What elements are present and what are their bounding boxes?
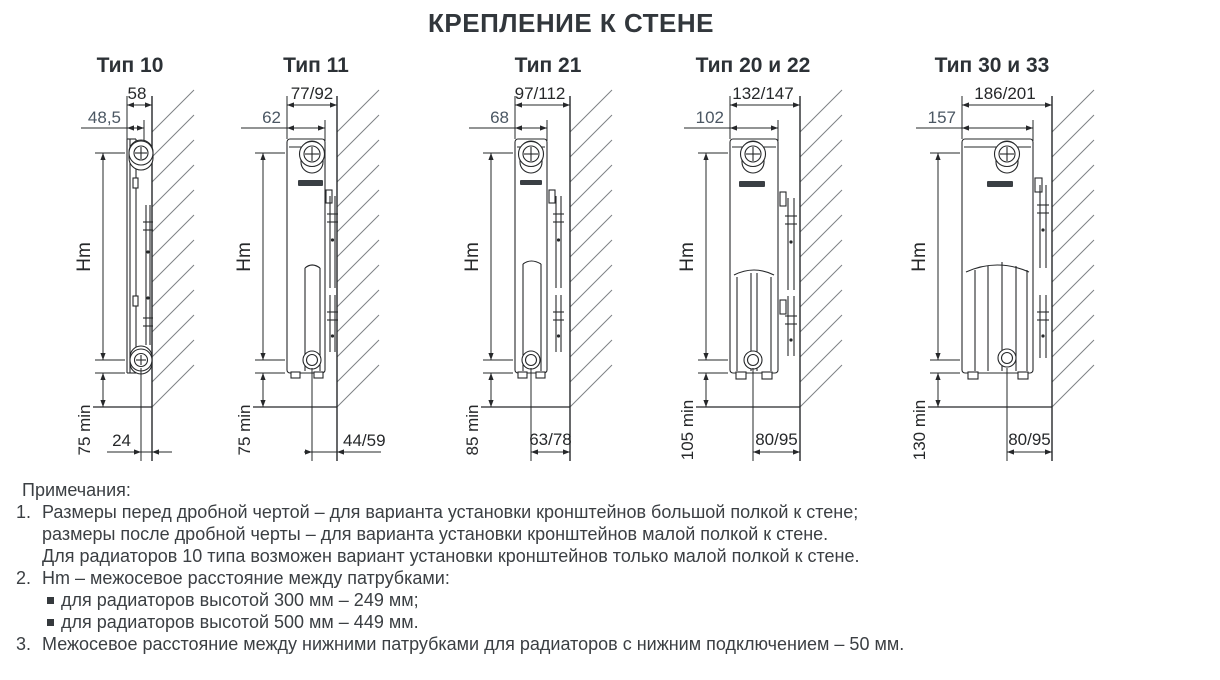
radiator-part bbox=[780, 300, 786, 314]
dimension-arrow-icon bbox=[287, 125, 294, 130]
notes-heading: Примечания: bbox=[22, 480, 131, 500]
dimension-arrow-icon bbox=[793, 102, 800, 107]
dimension-arrow-icon bbox=[260, 353, 265, 360]
radiator-part bbox=[287, 139, 325, 373]
radiator-body bbox=[730, 139, 797, 379]
dimension-arrow-icon bbox=[134, 449, 141, 454]
dimension-arrow-icon bbox=[137, 125, 144, 130]
depth-dim-label: 97/112 bbox=[514, 84, 566, 103]
dimension-arrow-icon bbox=[540, 125, 547, 130]
radiator-part bbox=[968, 372, 978, 379]
floor-clearance-dim-label: 130 min bbox=[910, 399, 929, 461]
dimension-arrow-icon bbox=[1007, 449, 1014, 454]
radiator-part bbox=[133, 296, 138, 306]
dimension-arrow-icon bbox=[152, 449, 159, 454]
diagram-type-title: Тип 30 и 33 bbox=[934, 54, 1050, 77]
wall-hatching-icon bbox=[1052, 90, 1094, 407]
hm-dim-label: Hm bbox=[462, 242, 483, 272]
dimension-arrow-icon bbox=[488, 400, 493, 407]
dimension-arrow-icon bbox=[703, 373, 708, 380]
note-number: 1. bbox=[16, 502, 32, 522]
radiator-part bbox=[1018, 372, 1028, 379]
pipe-offset-dim-label: 62 bbox=[262, 108, 281, 127]
pipe-connection-icon bbox=[522, 351, 540, 369]
hm-dim-label: Hm bbox=[909, 242, 930, 272]
radiator-part bbox=[739, 181, 765, 187]
dimension-arrow-icon bbox=[260, 400, 265, 407]
note-item-3 bbox=[16, 633, 1206, 655]
pipe-connection-icon bbox=[1041, 334, 1044, 337]
radiator-part bbox=[549, 190, 555, 203]
note-bullet bbox=[47, 611, 1206, 633]
note-line: размеры после дробной черты – для варианта установки кронштейнов малой полкой к стене. bbox=[42, 524, 829, 544]
bottom-offset-dim-label: 24 bbox=[112, 431, 131, 450]
notes-section bbox=[16, 479, 1206, 655]
hm-dim-label: Hm bbox=[677, 242, 698, 272]
dimension-arrow-icon bbox=[318, 125, 325, 130]
radiator-part bbox=[518, 372, 527, 378]
floor-clearance-dim-label: 105 min bbox=[678, 399, 697, 461]
hm-dim-label: Hm bbox=[74, 242, 95, 272]
dimension-arrow-icon bbox=[100, 400, 105, 407]
pipe-connection-icon bbox=[1041, 228, 1044, 231]
diagram-type-title: Тип 21 bbox=[514, 54, 582, 77]
dimension-arrow-icon bbox=[488, 153, 493, 160]
hm-dim-label: Hm bbox=[234, 242, 255, 272]
radiator-part bbox=[520, 180, 542, 185]
dimension-arrow-icon bbox=[730, 102, 737, 107]
pipe-connection-icon bbox=[146, 250, 149, 253]
pipe-connection-icon bbox=[303, 351, 321, 369]
dimension-arrow-icon bbox=[935, 400, 940, 407]
dimension-arrow-icon bbox=[703, 400, 708, 407]
radiator-part bbox=[780, 192, 786, 206]
radiator-part bbox=[298, 180, 323, 186]
note-line: Hm – межосевое расстояние между патрубками: bbox=[42, 568, 450, 588]
pipe-connection-icon bbox=[998, 349, 1016, 367]
bottom-offset-dim-label: 80/95 bbox=[755, 430, 798, 449]
dimension-arrow-icon bbox=[935, 373, 940, 380]
dimension-arrow-icon bbox=[287, 102, 294, 107]
dimension-arrow-icon bbox=[330, 102, 337, 107]
dimension-arrow-icon bbox=[962, 102, 969, 107]
dimension-arrow-icon bbox=[145, 102, 152, 107]
pipe-offset-dim-label: 68 bbox=[490, 108, 509, 127]
dimension-arrow-icon bbox=[488, 373, 493, 380]
note-line: Размеры перед дробной чертой – для варианта установки кронштейнов большой полкой к стене; bbox=[42, 502, 859, 522]
dimension-arrow-icon bbox=[935, 153, 940, 160]
pipe-connection-icon bbox=[557, 238, 560, 241]
radiator-part bbox=[515, 139, 547, 373]
radiator-part bbox=[326, 190, 332, 203]
depth-dim-label: 58 bbox=[127, 84, 147, 103]
bottom-offset-dim-label: 63/78 bbox=[529, 430, 572, 449]
dimension-arrow-icon bbox=[337, 449, 344, 454]
note-number: 3. bbox=[16, 634, 32, 654]
diagram-type-title: Тип 11 bbox=[283, 54, 349, 77]
dimension-arrow-icon bbox=[771, 125, 778, 130]
dimension-arrow-icon bbox=[305, 449, 312, 454]
diagram-type-30-33 bbox=[909, 54, 1094, 461]
pipe-connection-icon bbox=[331, 334, 334, 337]
dimension-arrow-icon bbox=[1045, 102, 1052, 107]
bullet-square-icon bbox=[47, 597, 54, 604]
dimension-arrow-icon bbox=[703, 153, 708, 160]
dimension-arrow-icon bbox=[531, 449, 538, 454]
pipe-offset-dim-label: 157 bbox=[927, 108, 956, 127]
radiator-body bbox=[287, 139, 338, 378]
floor-clearance-dim-label: 75 min bbox=[235, 404, 254, 456]
note-line: Для радиаторов 10 типа возможен вариант установки кронштейнов только малой полкой к стене. bbox=[42, 546, 860, 566]
pipe-connection-icon bbox=[789, 240, 792, 243]
radiator-body bbox=[127, 139, 153, 374]
dimension-arrow-icon bbox=[703, 353, 708, 360]
dimension-arrow-icon bbox=[1026, 125, 1033, 130]
note-number: 2. bbox=[16, 568, 32, 588]
pipe-connection-icon bbox=[146, 296, 149, 299]
pipe-connection-icon bbox=[331, 238, 334, 241]
floor-clearance-dim-label: 85 min bbox=[463, 404, 482, 456]
diagram-type-10 bbox=[74, 54, 194, 461]
bottom-offset-dim-label: 80/95 bbox=[1008, 430, 1051, 449]
radiator-part bbox=[762, 372, 772, 379]
radiator-part bbox=[291, 372, 300, 378]
diagram-type-title: Тип 10 bbox=[96, 54, 164, 77]
radiator-part bbox=[133, 178, 138, 188]
dimension-arrow-icon bbox=[962, 125, 969, 130]
radiator-body bbox=[962, 139, 1049, 379]
dimension-arrow-icon bbox=[260, 153, 265, 160]
diagram-type-20-22 bbox=[677, 54, 842, 461]
dimension-arrow-icon bbox=[515, 125, 522, 130]
pipe-offset-dim-label: 102 bbox=[695, 108, 724, 127]
pipe-offset-dim-label: 48,5 bbox=[87, 108, 121, 127]
wall-hatching-icon bbox=[800, 90, 842, 407]
radiator-part bbox=[314, 372, 323, 378]
note-item-1 bbox=[16, 501, 1206, 567]
dimension-arrow-icon bbox=[563, 449, 570, 454]
dimension-arrow-icon bbox=[730, 125, 737, 130]
pipe-connection-icon bbox=[744, 351, 762, 369]
radiator-part bbox=[736, 372, 746, 379]
depth-dim-label: 132/147 bbox=[732, 84, 794, 103]
dimension-arrow-icon bbox=[127, 102, 134, 107]
dimension-arrow-icon bbox=[793, 449, 800, 454]
depth-dim-label: 186/201 bbox=[974, 84, 1036, 103]
dimension-arrow-icon bbox=[1045, 449, 1052, 454]
diagram-type-title: Тип 20 и 22 bbox=[695, 54, 811, 77]
bullet-square-icon bbox=[47, 619, 54, 626]
dimension-arrow-icon bbox=[488, 353, 493, 360]
dimension-arrow-icon bbox=[515, 102, 522, 107]
radiator-body bbox=[515, 139, 564, 378]
note-bullet bbox=[47, 589, 1206, 611]
note-item-2 bbox=[16, 567, 1206, 633]
wall-hatching-icon bbox=[570, 90, 612, 407]
bullet-text: для радиаторов высотой 300 мм – 249 мм; bbox=[61, 590, 419, 610]
radiator-part bbox=[962, 139, 1033, 373]
wall-hatching-icon bbox=[337, 90, 379, 407]
pipe-connection-icon bbox=[789, 338, 792, 341]
radiator-part bbox=[987, 181, 1013, 187]
diagram-type-11 bbox=[234, 54, 386, 461]
floor-clearance-dim-label: 75 min bbox=[75, 404, 94, 456]
dimension-arrow-icon bbox=[935, 353, 940, 360]
dimension-arrow-icon bbox=[563, 102, 570, 107]
dimension-arrow-icon bbox=[753, 449, 760, 454]
dimension-arrow-icon bbox=[100, 153, 105, 160]
dimension-arrow-icon bbox=[127, 125, 134, 130]
bullet-text: для радиаторов высотой 500 мм – 449 мм. bbox=[61, 612, 419, 632]
bottom-offset-dim-label: 44/59 bbox=[343, 431, 386, 450]
diagram-type-21 bbox=[462, 54, 612, 461]
depth-dim-label: 77/92 bbox=[290, 84, 334, 103]
dimension-arrow-icon bbox=[100, 373, 105, 380]
wall-hatching-icon bbox=[152, 90, 194, 407]
dimension-arrow-icon bbox=[260, 373, 265, 380]
pipe-connection-icon bbox=[557, 334, 560, 337]
page-title: КРЕПЛЕНИЕ К СТЕНЕ bbox=[428, 8, 714, 38]
radiator-part bbox=[1035, 178, 1042, 192]
note-line: Межосевое расстояние между нижними патрубками для радиаторов с нижним подключением – 50 мм. bbox=[42, 634, 905, 654]
radiator-part bbox=[536, 372, 545, 378]
dimension-arrow-icon bbox=[100, 353, 105, 360]
